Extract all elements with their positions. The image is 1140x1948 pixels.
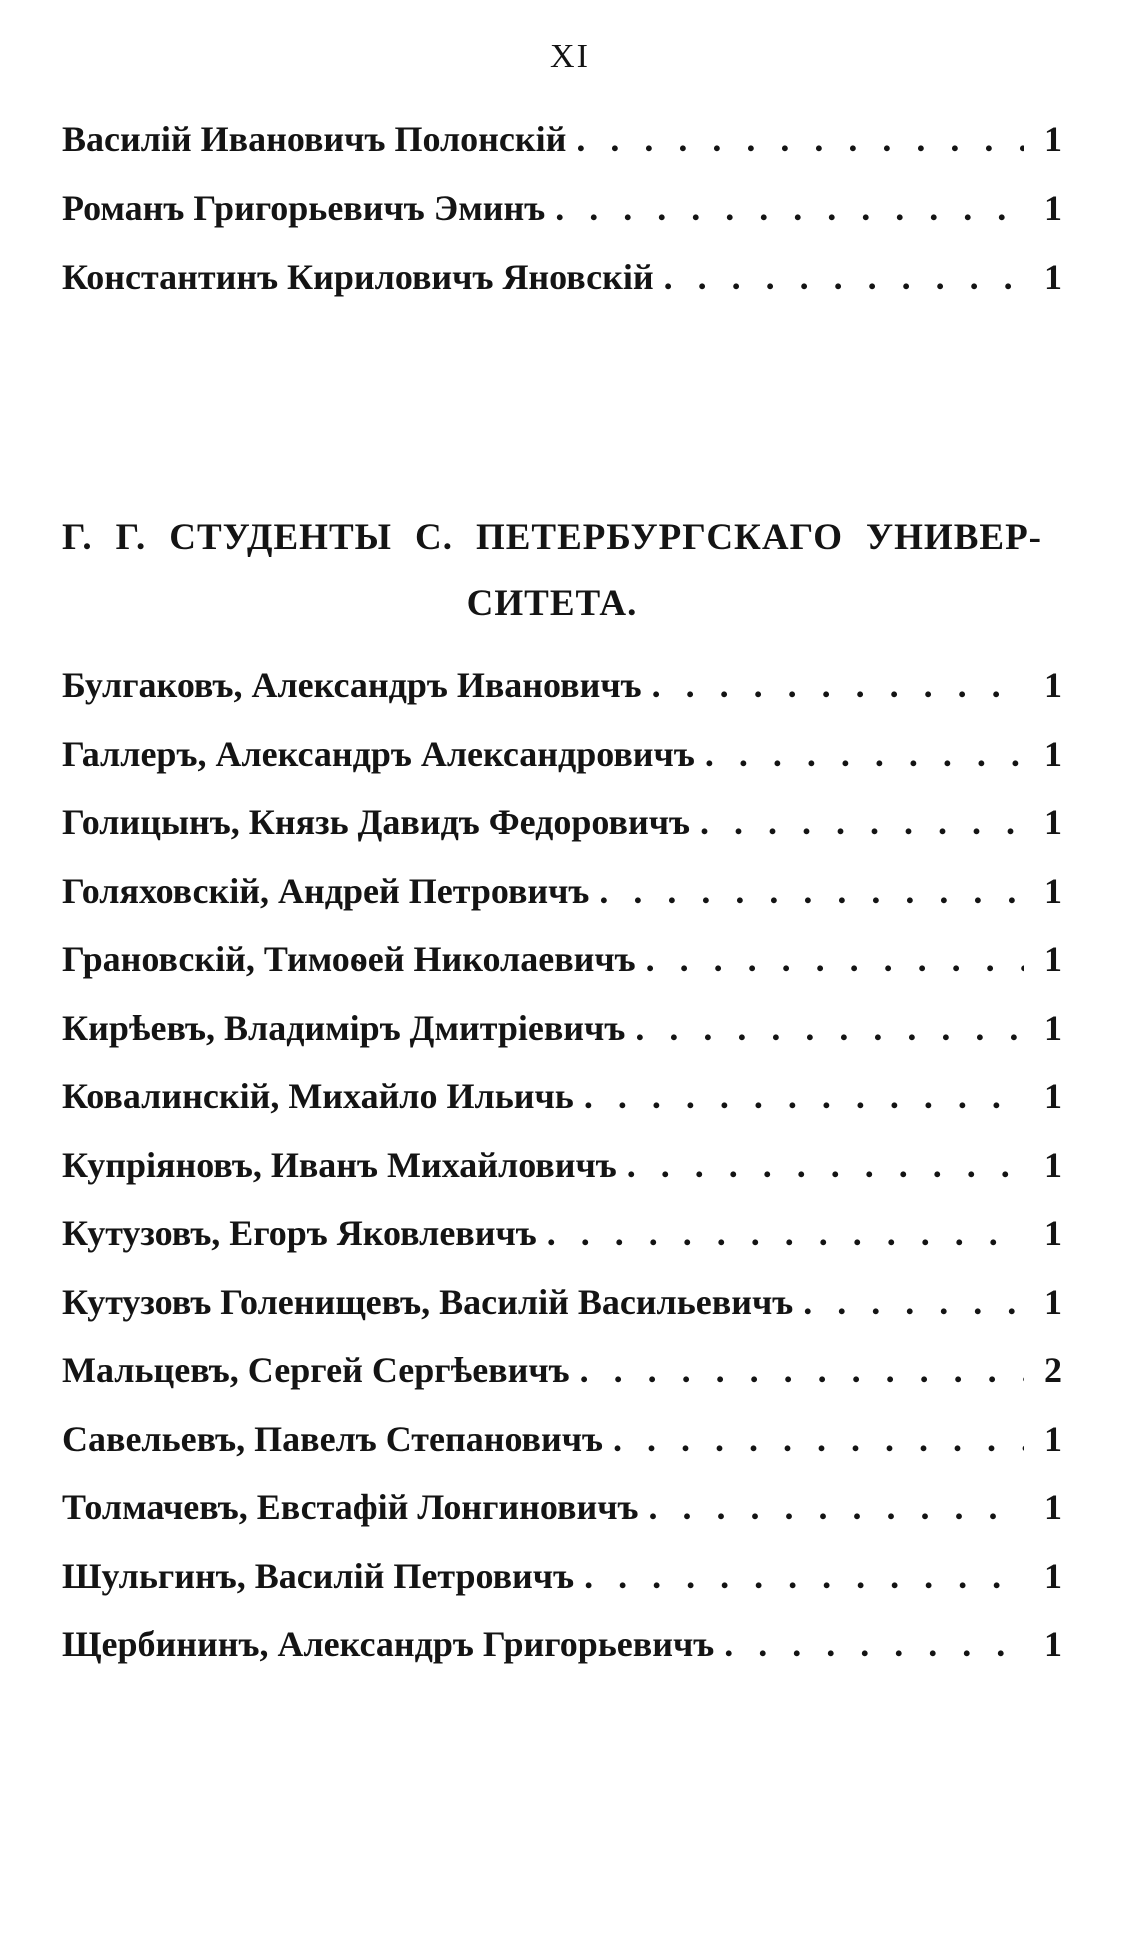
- subscriber-name: Мальцевъ, Сергей Сергѣевичъ: [62, 1350, 570, 1390]
- list-item: [62, 870, 1062, 939]
- list-item: [62, 187, 1062, 256]
- list-item: [62, 1349, 1062, 1418]
- subscriber-name: Романъ Григорьевичъ Эминъ: [62, 188, 546, 228]
- subscriber-name: Кутузовъ, Егоръ Яковлевичъ: [62, 1213, 537, 1253]
- list-item: [62, 1007, 1062, 1076]
- section-heading-line-2: СИТЕТА.: [466, 583, 638, 624]
- dot-leader: [580, 1349, 1024, 1391]
- list-item: [62, 1281, 1062, 1350]
- copies-count: 1: [1044, 1281, 1062, 1322]
- list-item: [62, 1144, 1062, 1213]
- dot-leader: [599, 870, 1024, 912]
- dot-leader: [803, 1281, 1024, 1323]
- list-item: [62, 1486, 1062, 1555]
- section-heading-line-1: Г. Г. СТУДЕНТЫ С. ПЕТЕРБУРГСКАГО УНИВЕР-: [62, 517, 1042, 558]
- copies-count: 1: [1044, 939, 1062, 979]
- dot-leader: [652, 664, 1024, 706]
- dot-leader: [646, 938, 1024, 980]
- subscriber-name: Кутузовъ Голенищевъ, Василій Васильевичъ: [62, 1281, 794, 1322]
- dot-leader: [700, 801, 1024, 843]
- subscriber-list-top: [62, 118, 1062, 325]
- subscriber-name: Голицынъ, Князь Давидъ Федоровичъ: [62, 802, 690, 842]
- subscriber-name: Шульгинъ, Василій Петровичъ: [62, 1555, 575, 1596]
- list-item: [62, 1212, 1062, 1281]
- copies-count: 1: [1044, 1555, 1062, 1596]
- copies-count: 1: [1044, 870, 1062, 911]
- dot-leader: [613, 1418, 1024, 1460]
- list-item: [62, 256, 1062, 325]
- student-subscriber-list: [62, 664, 1062, 1692]
- copies-count: 1: [1044, 1418, 1062, 1459]
- subscriber-name: Щербининъ, Александръ Григорьевичъ: [62, 1624, 715, 1664]
- subscriber-name: Ковалинскій, Михайло Ильичь: [62, 1076, 574, 1116]
- copies-count: 2: [1044, 1350, 1062, 1390]
- list-item: [62, 801, 1062, 870]
- dot-leader: [664, 256, 1024, 298]
- subscriber-name: Голяховскій, Андрей Петровичъ: [62, 870, 590, 911]
- subscriber-name: Василій Ивановичъ Полонскій: [62, 119, 567, 159]
- copies-count: 1: [1044, 1076, 1062, 1116]
- list-item: [62, 1075, 1062, 1144]
- copies-count: 1: [1044, 119, 1062, 159]
- dot-leader: [635, 1007, 1024, 1049]
- subscriber-name: Толмачевъ, Евстафій Лонгиновичъ: [62, 1487, 639, 1527]
- dot-leader: [584, 1555, 1024, 1597]
- dot-leader: [705, 733, 1024, 775]
- list-item: [62, 1418, 1062, 1487]
- list-item: [62, 1555, 1062, 1624]
- copies-count: 1: [1044, 665, 1062, 705]
- subscriber-name: Купріяновъ, Иванъ Михайловичъ: [62, 1144, 617, 1185]
- subscriber-name: Галлеръ, Александръ Александровичъ: [62, 733, 695, 774]
- dot-leader: [547, 1212, 1024, 1254]
- copies-count: 1: [1044, 188, 1062, 228]
- page-number: XI: [550, 38, 590, 75]
- copies-count: 1: [1044, 257, 1062, 297]
- subscriber-name: Кирѣевъ, Владиміръ Дмитріевичъ: [62, 1007, 626, 1048]
- copies-count: 1: [1044, 1144, 1062, 1185]
- dot-leader: [627, 1144, 1024, 1186]
- copies-count: 1: [1044, 1624, 1062, 1664]
- subscriber-name: Константинъ Кириловичъ Яновскій: [62, 257, 654, 297]
- dot-leader: [576, 118, 1024, 160]
- copies-count: 1: [1044, 1007, 1062, 1048]
- copies-count: 1: [1044, 733, 1062, 774]
- list-item: [62, 118, 1062, 187]
- copies-count: 1: [1044, 1213, 1062, 1253]
- list-item: [62, 1623, 1062, 1692]
- list-item: [62, 664, 1062, 733]
- section-heading: [62, 505, 1042, 637]
- subscriber-name: Булгаковъ, Александръ Ивановичъ: [62, 665, 642, 705]
- subscriber-name: Грановскій, Тимоѳей Николаевичъ: [62, 939, 636, 979]
- list-item: [62, 938, 1062, 1007]
- dot-leader: [724, 1623, 1024, 1665]
- list-item: [62, 733, 1062, 802]
- subscriber-name: Савельевъ, Павелъ Степановичъ: [62, 1418, 604, 1459]
- copies-count: 1: [1044, 1487, 1062, 1527]
- copies-count: 1: [1044, 802, 1062, 842]
- dot-leader: [649, 1486, 1025, 1528]
- dot-leader: [555, 187, 1024, 229]
- dot-leader: [584, 1075, 1024, 1117]
